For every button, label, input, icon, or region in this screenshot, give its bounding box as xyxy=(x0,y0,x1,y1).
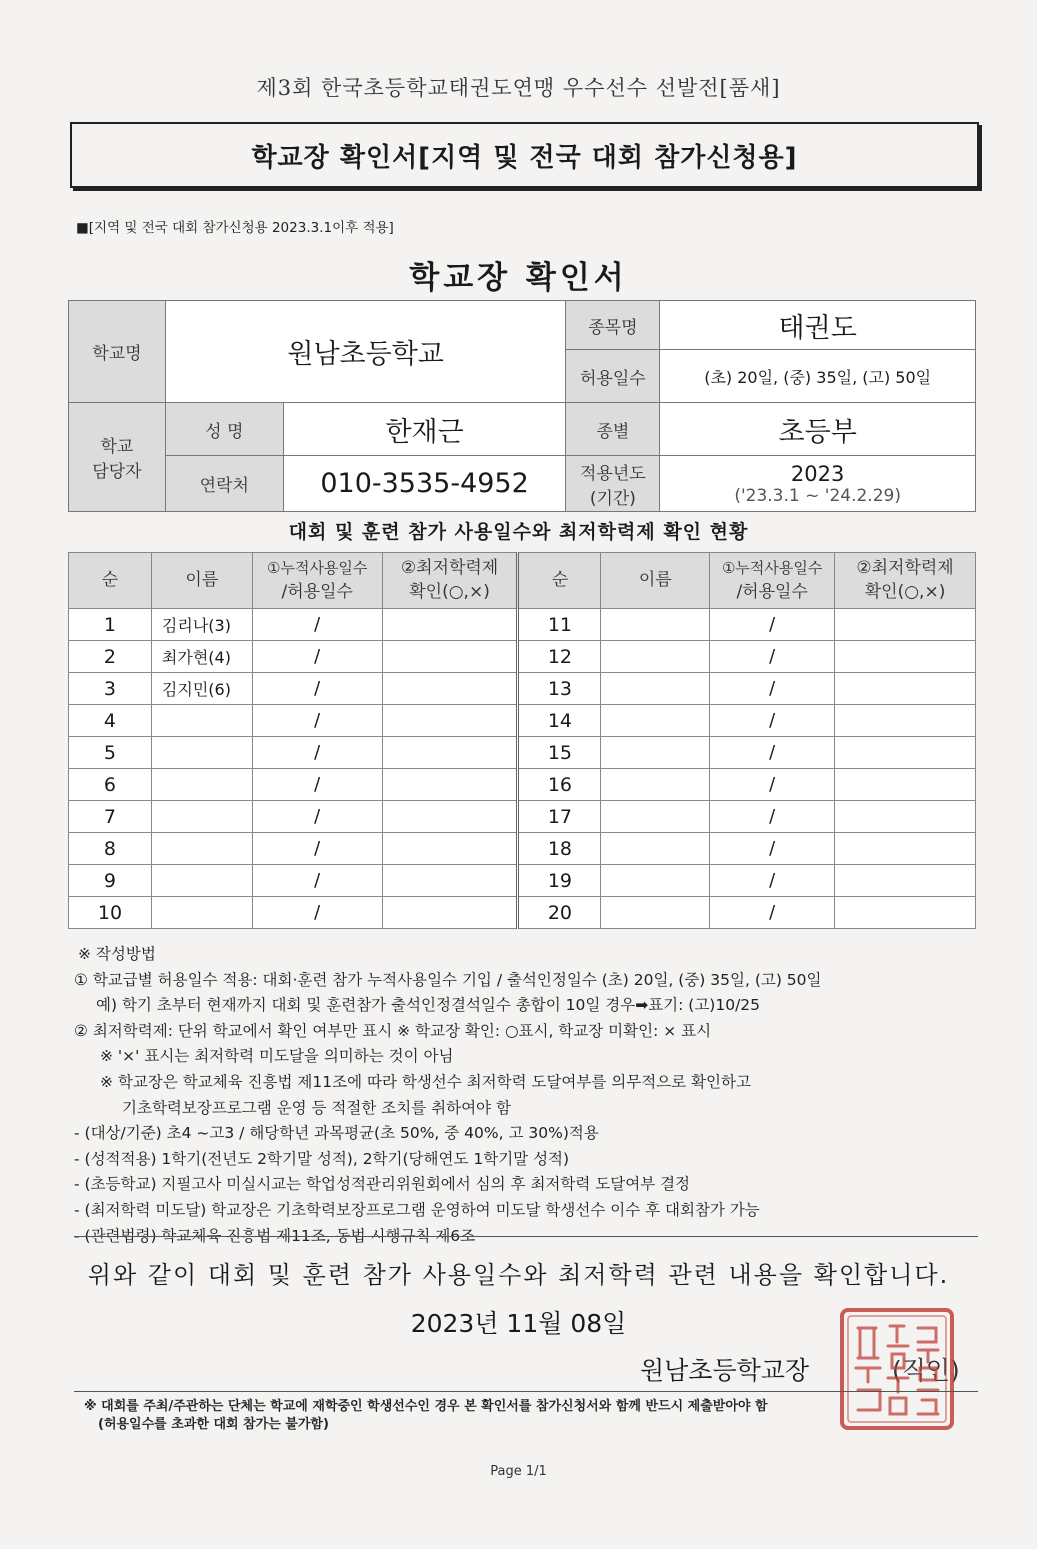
school-manager-label-line2: 담당자 xyxy=(92,462,142,482)
status-section-title: 대회 및 훈련 참가 사용일수와 최저학력제 확인 현황 xyxy=(288,521,749,543)
event-value: 태권도 xyxy=(660,301,976,350)
header-days-left xyxy=(252,553,382,609)
used-days: / xyxy=(252,609,382,641)
row-number: 18 xyxy=(518,833,601,865)
header-days-line1: ①누적사용일수 xyxy=(267,558,368,577)
min-academic-check xyxy=(382,609,518,641)
student-name xyxy=(601,641,710,673)
form-title-box: 학교장 확인서[지역 및 전국 대회 참가신청용] xyxy=(70,122,979,188)
min-academic-check xyxy=(835,609,976,641)
header-no-left: 순 xyxy=(69,553,152,609)
division-label: 종별 xyxy=(566,403,660,456)
header-days-line1: ①누적사용일수 xyxy=(721,558,823,577)
issue-date: 2023년 11월 08일 xyxy=(410,1309,627,1338)
row-number: 16 xyxy=(518,769,601,801)
used-days: / xyxy=(252,865,382,897)
min-academic-check xyxy=(835,641,976,673)
header-check-left xyxy=(382,553,518,609)
student-status-table xyxy=(68,552,976,929)
row-number: 1 xyxy=(69,609,152,641)
student-name xyxy=(601,673,710,705)
method-line: - (성적적용) 1학기(전년도 2학기말 성적), 2학기(당해연도 1학기말 성적) xyxy=(74,1149,570,1168)
table-row xyxy=(69,865,976,897)
student-name xyxy=(601,609,710,641)
used-days: / xyxy=(710,801,835,833)
footnote xyxy=(84,1398,984,1434)
min-academic-check xyxy=(382,897,518,929)
student-name xyxy=(601,801,710,833)
used-days: / xyxy=(710,641,835,673)
row-number: 11 xyxy=(518,609,601,641)
school-name-label: 학교명 xyxy=(69,301,166,403)
method-line: ② 최저학력제: 단위 학교에서 확인 여부만 표시 ※ 학교장 확인: ○표시, 학교장 미확인: × 표시 xyxy=(74,1021,712,1040)
min-academic-check xyxy=(835,673,976,705)
event-title: 제3회 한국초등학교태권도연맹 우수선수 선발전[품새] xyxy=(256,76,781,100)
student-name xyxy=(601,897,710,929)
min-academic-check xyxy=(382,673,518,705)
student-name xyxy=(601,769,710,801)
used-days: / xyxy=(710,673,835,705)
header-check-line2: 확인(○,×) xyxy=(409,581,490,602)
scope-note: ■[지역 및 전국 대회 참가신청용 2023.3.1이후 적용] xyxy=(76,220,394,236)
min-academic-check xyxy=(835,865,976,897)
row-number: 2 xyxy=(69,641,152,673)
header-check-line2: 확인(○,×) xyxy=(864,581,946,602)
school-info-table xyxy=(68,300,976,512)
principal-name: 원남초등학교장 xyxy=(640,1356,810,1385)
header-check-right xyxy=(835,553,976,609)
school-name-value: 원남초등학교 xyxy=(165,301,566,403)
student-name: 김지민(6) xyxy=(151,673,252,705)
row-number: 14 xyxy=(518,705,601,737)
student-name xyxy=(601,705,710,737)
min-academic-check xyxy=(835,705,976,737)
student-name xyxy=(151,801,252,833)
table-row xyxy=(69,769,976,801)
student-name: 최가현(4) xyxy=(151,641,252,673)
contact-value: 010-3535-4952 xyxy=(283,456,566,512)
header-check-line1: ②최저학력제 xyxy=(856,557,954,578)
method-line: ① 학교급별 허용일수 적용: 대회·훈련 참가 누적사용일수 기입 / 출석인정일수 (초) 20일, (중) 35일, (고) 50일 xyxy=(74,970,822,989)
student-name xyxy=(151,769,252,801)
allowed-days-label: 허용일수 xyxy=(566,350,660,403)
header-check-line1: ②최저학력제 xyxy=(400,557,499,578)
table-row xyxy=(69,641,976,673)
min-academic-check xyxy=(382,769,518,801)
allowed-days-value: (초) 20일, (중) 35일, (고) 50일 xyxy=(660,350,976,403)
row-number: 4 xyxy=(69,705,152,737)
row-number: 10 xyxy=(69,897,152,929)
school-manager-label-line1: 학교 xyxy=(100,437,134,457)
seal-label: (직인) xyxy=(892,1356,960,1385)
used-days: / xyxy=(252,673,382,705)
row-number: 5 xyxy=(69,737,152,769)
table-row xyxy=(69,609,976,641)
header-name-left: 이름 xyxy=(151,553,252,609)
used-days: / xyxy=(710,769,835,801)
method-heading: ※ 작성방법 xyxy=(78,945,156,963)
table-row xyxy=(69,833,976,865)
student-name: 김리나(3) xyxy=(151,609,252,641)
row-number: 7 xyxy=(69,801,152,833)
footnote-line1: ※ 대회를 주최/주관하는 단체는 학교에 재학중인 학생선수인 경우 본 확인서를 참가신청서와 함께 반드시 제출받아야 함 xyxy=(84,1399,768,1414)
student-name xyxy=(601,833,710,865)
used-days: / xyxy=(252,737,382,769)
student-name xyxy=(601,737,710,769)
used-days: / xyxy=(710,705,835,737)
header-days-line2: /허용일수 xyxy=(736,581,808,602)
min-academic-check xyxy=(382,705,518,737)
used-days: / xyxy=(252,705,382,737)
row-number: 17 xyxy=(518,801,601,833)
contact-label: 연락처 xyxy=(165,456,283,512)
row-number: 20 xyxy=(518,897,601,929)
student-name xyxy=(151,833,252,865)
min-academic-check xyxy=(382,865,518,897)
page-title: 학교장 확인서 xyxy=(409,260,628,296)
used-days: / xyxy=(710,897,835,929)
min-academic-check xyxy=(835,833,976,865)
confirmation-statement: 위와 같이 대회 및 훈련 참가 사용일수와 최저학력 관련 내용을 확인합니다. xyxy=(87,1261,950,1289)
min-academic-check xyxy=(382,737,518,769)
year-value: 2023 xyxy=(790,461,845,486)
header-name-right: 이름 xyxy=(601,553,710,609)
student-name xyxy=(151,737,252,769)
row-number: 15 xyxy=(518,737,601,769)
student-name xyxy=(151,865,252,897)
year-label-line1: 적용년도 xyxy=(580,463,646,484)
student-name xyxy=(151,705,252,737)
min-academic-check xyxy=(835,769,976,801)
table-row xyxy=(69,673,976,705)
student-name xyxy=(601,865,710,897)
min-academic-check xyxy=(382,801,518,833)
manager-name-value: 한재근 xyxy=(283,403,566,456)
row-number: 19 xyxy=(518,865,601,897)
page-number: Page 1/1 xyxy=(490,1464,547,1479)
header-days-right xyxy=(710,553,835,609)
method-line: 예) 학기 초부터 현재까지 대회 및 훈련참가 출석인정결석일수 총합이 10일 경우➡표기: (고)10/25 xyxy=(96,996,761,1015)
divider xyxy=(74,1391,978,1392)
year-label-line2: (기간) xyxy=(589,488,636,509)
manager-name-label: 성 명 xyxy=(165,403,283,456)
used-days: / xyxy=(252,641,382,673)
year-cell xyxy=(660,456,976,512)
method-line: - (대상/기준) 초4 ~고3 / 해당학년 과목평균(초 50%, 중 40%, 고 30%)적용 xyxy=(74,1124,599,1143)
min-academic-check xyxy=(382,641,518,673)
method-line: - (최저학력 미도달) 학교장은 기초학력보장프로그램 운영하여 미도달 학생선수 이수 후 대회참가 가능 xyxy=(74,1200,760,1219)
school-manager-label xyxy=(69,403,166,512)
period-value: ('23.3.1 ~ '24.2.29) xyxy=(734,485,901,506)
used-days: / xyxy=(710,737,835,769)
event-label: 종목명 xyxy=(566,301,660,350)
table-row xyxy=(69,801,976,833)
used-days: / xyxy=(710,833,835,865)
used-days: / xyxy=(252,801,382,833)
division-value: 초등부 xyxy=(660,403,976,456)
used-days: / xyxy=(252,897,382,929)
row-number: 12 xyxy=(518,641,601,673)
table-row xyxy=(69,897,976,929)
method-line: ※ '×' 표시는 최저학력 미도달을 의미하는 것이 아님 xyxy=(100,1047,454,1066)
header-days-line2: /허용일수 xyxy=(281,581,353,602)
used-days: / xyxy=(710,609,835,641)
footnote-line2: (허용일수를 초과한 대회 참가는 불가함) xyxy=(98,1417,329,1432)
row-number: 8 xyxy=(69,833,152,865)
year-label xyxy=(566,456,660,512)
student-name xyxy=(151,897,252,929)
method-line: ※ 학교장은 학교체육 진흥법 제11조에 따라 학생선수 최저학력 도달여부를 의무적으로 확인하고 xyxy=(100,1072,751,1091)
used-days: / xyxy=(252,769,382,801)
row-number: 6 xyxy=(69,769,152,801)
divider xyxy=(74,1236,978,1237)
method-line: 기초학력보장프로그램 운영 등 적절한 조치를 취하여야 함 xyxy=(122,1098,511,1117)
min-academic-check xyxy=(835,737,976,769)
min-academic-check xyxy=(382,833,518,865)
table-row xyxy=(69,705,976,737)
used-days: / xyxy=(710,865,835,897)
method-line: - (초등학교) 지필고사 미실시교는 학업성적관리위원회에서 심의 후 최저학력 도달여부 결정 xyxy=(74,1175,691,1194)
row-number: 13 xyxy=(518,673,601,705)
writing-method xyxy=(74,942,974,1249)
row-number: 9 xyxy=(69,865,152,897)
min-academic-check xyxy=(835,897,976,929)
used-days: / xyxy=(252,833,382,865)
student-rows xyxy=(69,609,976,929)
min-academic-check xyxy=(835,801,976,833)
method-line: - (관련법령) 학교체육 진흥법 제11조, 동법 시행규칙 제6조 xyxy=(74,1226,476,1245)
header-no-right: 순 xyxy=(518,553,601,609)
row-number: 3 xyxy=(69,673,152,705)
table-row xyxy=(69,737,976,769)
